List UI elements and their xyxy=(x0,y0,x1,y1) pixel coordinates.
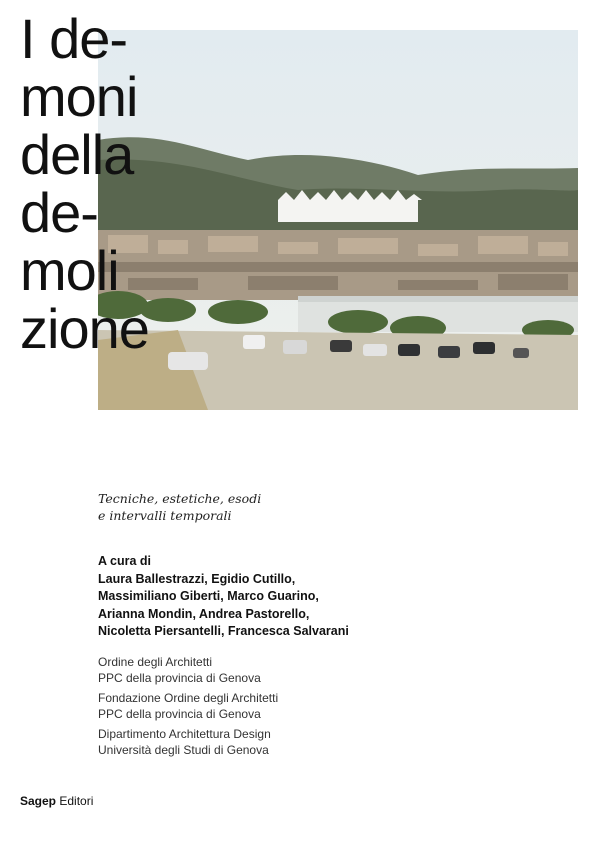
institution-line: Dipartimento Architettura Design xyxy=(98,727,271,741)
subtitle-line: Tecniche, estetiche, esodi xyxy=(98,491,262,506)
editors-heading: A cura di xyxy=(98,554,152,568)
title-line: de- xyxy=(20,181,98,244)
editors-line: Nicoletta Piersantelli, Francesca Salvarani xyxy=(98,624,349,638)
title-line: moli xyxy=(20,239,119,302)
institution-line: Università degli Studi di Genova xyxy=(98,742,269,757)
institution-dipartimento xyxy=(98,727,418,758)
editors-line: Massimiliano Giberti, Marco Guarino, xyxy=(98,589,319,603)
cover-photo xyxy=(98,30,578,410)
book-title xyxy=(20,7,149,360)
title-line: I de- xyxy=(20,7,128,70)
institution-line: Ordine degli Architetti xyxy=(98,655,213,669)
institution-ordine xyxy=(98,655,418,686)
editors-block xyxy=(98,553,428,641)
title-line: della xyxy=(20,123,134,186)
publisher-suffix: Editori xyxy=(59,794,94,808)
institution-fondazione xyxy=(98,691,418,722)
book-subtitle xyxy=(98,490,358,524)
title-line: moni xyxy=(20,65,138,128)
publisher-brand: Sagep xyxy=(20,794,57,808)
publisher-logo xyxy=(20,794,93,808)
institution-line: Fondazione Ordine degli Architetti xyxy=(98,691,279,705)
editors-line: Arianna Mondin, Andrea Pastorello, xyxy=(98,606,310,621)
editors-line: Laura Ballestrazzi, Egidio Cutillo, xyxy=(98,571,296,586)
subtitle-line: e intervalli temporali xyxy=(98,508,232,523)
title-line: zione xyxy=(20,297,149,360)
institution-line: PPC della provincia di Genova xyxy=(98,670,261,685)
institution-line: PPC della provincia di Genova xyxy=(98,706,261,721)
institutions-block xyxy=(98,655,418,763)
